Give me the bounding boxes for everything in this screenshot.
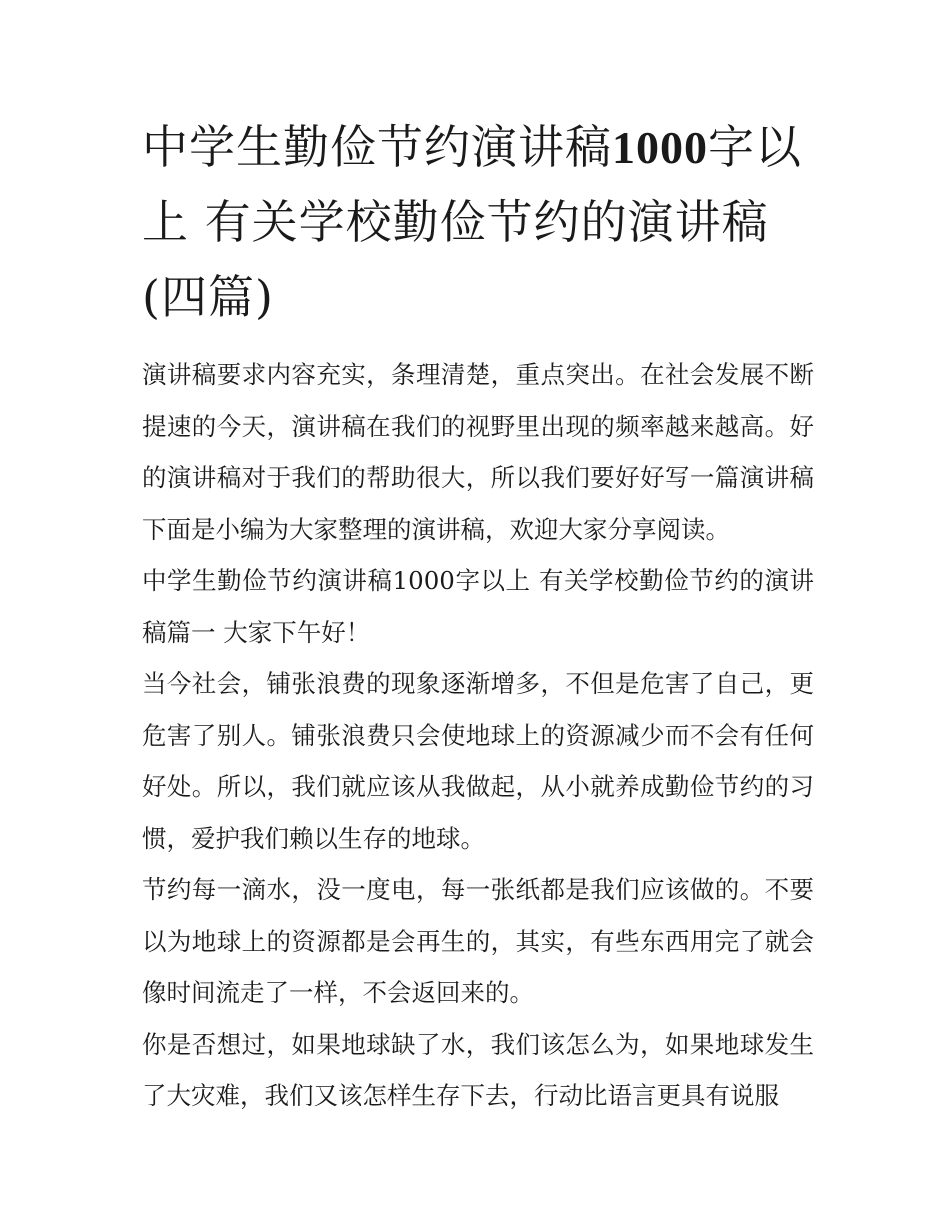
document-page [142,110,814,1122]
paragraph-intro: 演讲稿要求内容充实，条理清楚，重点突出。在社会发展不断提速的今天，演讲稿在我们的视野里出现的频率越来越高。好的演讲稿对于我们的帮助很大，所以我们要好好写一篇演讲稿下面是小编为大家整理的演讲稿，欢迎大家分享阅读。 [142,360,814,544]
paragraph-save-water: 节约每一滴水，没一度电，每一张纸都是我们应该做的。不要以为地球上的资源都是会再生的，其实，有些东西用完了就会像时间流走了一样，不会返回来的。 [142,875,814,1007]
paragraph-waste: 当今社会，铺张浪费的现象逐渐增多，不但是危害了自己，更危害了别人。铺张浪费只会使地球上的资源减少而不会有任何好处。所以，我们就应该从我做起，从小就养成勤俭节约的习惯，爱护我们赖以生存的地球。 [142,669,814,853]
paragraph-imagine: 你是否想过，如果地球缺了水，我们该怎么为，如果地球发生了大灾难，我们又该怎样生存下去，行动比语言更具有说服 [142,1029,814,1110]
title-number: 1000 [612,122,708,173]
paragraph-speech-heading: 中学生勤俭节约演讲稿1000字以上 有关学校勤俭节约的演讲稿篇一 大家下午好！ [142,566,814,647]
document-title: 中学生勤俭节约演讲稿1000字以上 有关学校勤俭节约的演讲稿(四篇) [142,120,802,324]
